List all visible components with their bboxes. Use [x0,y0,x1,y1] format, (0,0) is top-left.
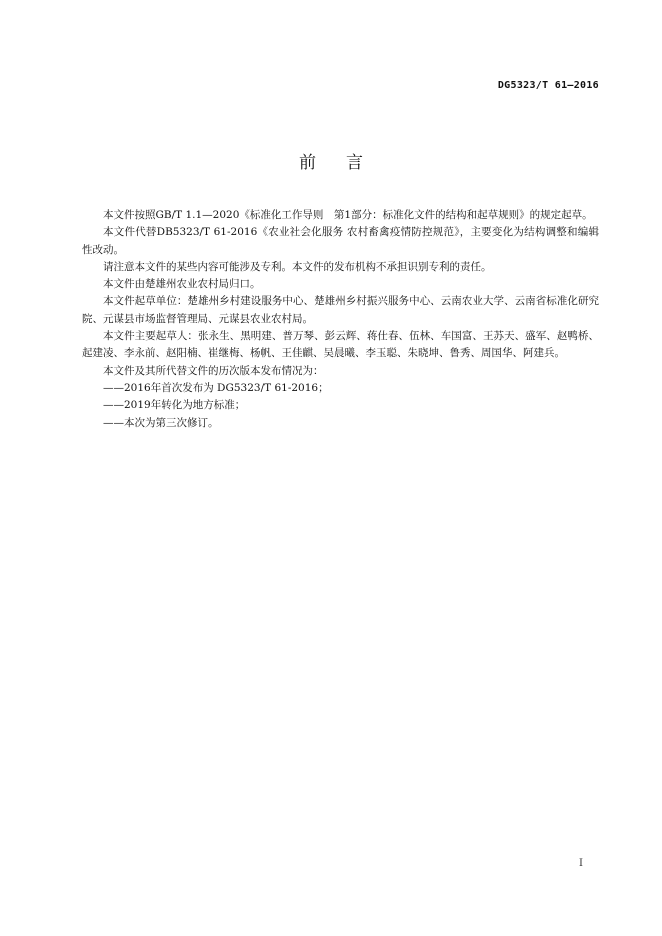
foreword-body [82,207,599,432]
paragraph-drafters: 本文件主要起草人：张永生、黑明建、普万琴、彭云辉、蒋仕春、伍林、车国富、王苏天、盛军、赵鸭桥、起建凌、李永前、赵阳楠、崔继梅、杨帆、王佳麒、吴晨曦、李玉聪、朱晓坤、鲁秀、周国华、阿建兵。 [82,330,599,360]
page-number: I [579,858,583,869]
paragraph-drafting-rules: 本文件按照GB/T 1.1—2020《标准化工作导则 第1部分：标准化文件的结构和起草规则》的规定起草。 [103,209,593,221]
history-item: ——2019年转化为地方标准； [103,399,246,412]
history-item: ——本次为第三次修订。 [103,416,219,429]
paragraph-replacement: 本文件代替DB5323/T 61-2016《农业社会化服务 农村畜禽疫情防控规范》，主要变化为结构调整和编辑性改动。 [82,226,599,256]
paragraph-patent-notice: 请注意本文件的某些内容可能涉及专利。本文件的发布机构不承担识别专利的责任。 [103,260,492,273]
paragraph-drafting-units: 本文件起草单位：楚雄州乡村建设服务中心、楚雄州乡村振兴服务中心、云南农业大学、云南省标准化研究院、元谋县市场监督管理局、元谋县农业农村局。 [82,295,599,325]
page-title: 前言 [299,153,393,173]
history-item: ——2016年首次发布为 DG5323/T 61-2016； [103,381,329,394]
paragraph-version-history: 本文件及其所代替文件的历次版本发布情况为： [103,364,324,377]
paragraph-responsible-unit: 本文件由楚雄州农业农村局归口。 [103,278,261,291]
document-code: DG5323/T 61—2016 [497,80,599,91]
